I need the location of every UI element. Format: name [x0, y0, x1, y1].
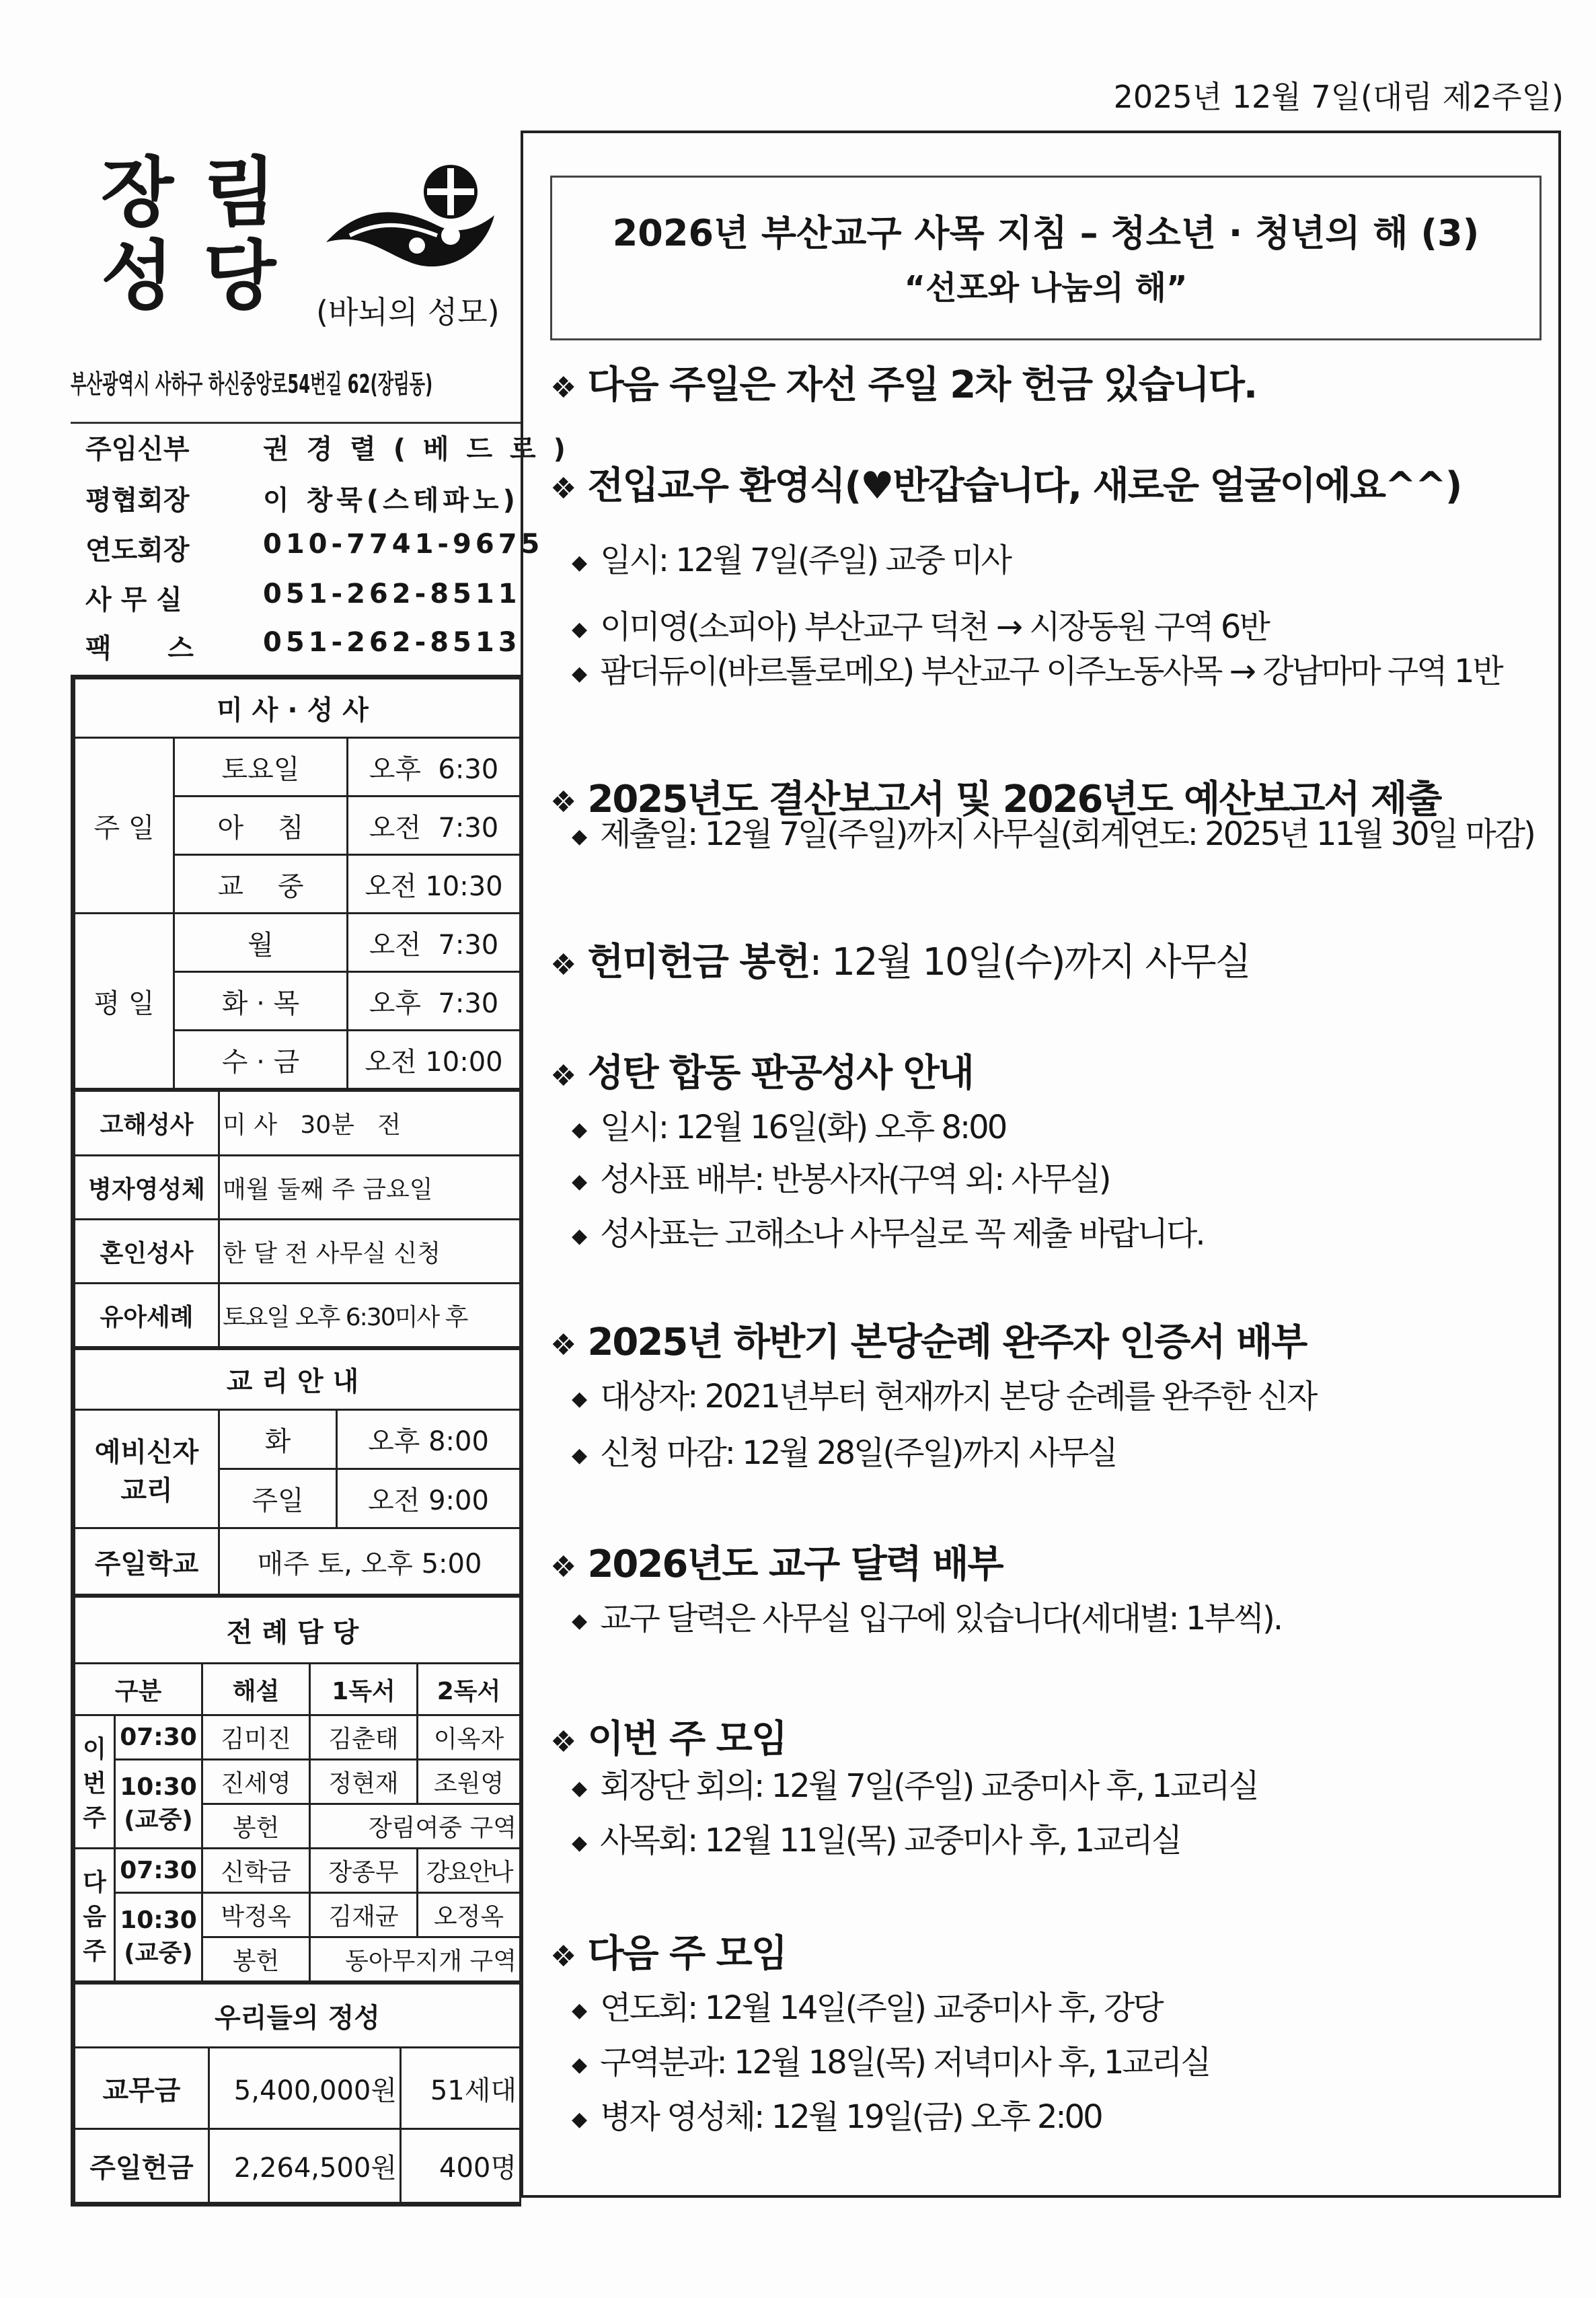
notice-bullet [572, 1427, 1116, 1473]
mass-time: 오후 7:30 [348, 972, 521, 1031]
reader-1: 김춘태 [310, 1715, 418, 1760]
diamond-bullet-icon: ◆ [572, 1117, 586, 1142]
notice-bullet-text: 사목회: 12월 11일(목) 교중미사 후, 1교리실 [600, 1822, 1181, 1859]
sunday-school-time: 매주 토, 오후 5:00 [219, 1528, 521, 1595]
notice-bullet [572, 534, 1010, 581]
diamond-bullet-icon: ◆ [572, 661, 586, 685]
diamond-bullet-icon: ◆ [572, 1608, 586, 1633]
notice-heading-text: 헌미헌금 봉헌 [587, 940, 810, 984]
catechism-title: 교리안내 [75, 1349, 521, 1410]
mass-time: 오전 7:30 [348, 914, 521, 972]
diamond-bullet-icon: ◆ [572, 1998, 586, 2022]
reader-2: 오정옥 [418, 1893, 521, 1937]
class-day: 주일 [219, 1469, 337, 1528]
mass-time: 10:30 (교중) [115, 1760, 202, 1849]
sacrament-table [73, 1090, 521, 1348]
diamond-bullet-icon: ❖ [550, 785, 576, 819]
week-label: 다음주 [75, 1849, 115, 1982]
offering-table [73, 1982, 521, 2204]
column-header: 구분 [75, 1664, 202, 1715]
offertory-label: 봉헌 [202, 1804, 310, 1849]
notice-heading [550, 1534, 1003, 1588]
commentator: 김미진 [202, 1715, 310, 1760]
notice-heading [550, 1924, 786, 1978]
notice-bullet [572, 1153, 1109, 1199]
mass-time: 07:30 [115, 1849, 202, 1893]
schedule-panel [71, 675, 521, 2207]
week-label: 이번주 [75, 1715, 115, 1849]
reader-1: 장종무 [310, 1849, 418, 1893]
diamond-bullet-icon: ◆ [572, 1443, 586, 1467]
notice-bullet [572, 1370, 1316, 1417]
diamond-bullet-icon: ◆ [572, 2107, 586, 2131]
divider [71, 422, 521, 424]
sacrament-value: 한 달 전 사무실 신청 [219, 1220, 521, 1284]
diamond-bullet-icon: ◆ [572, 2052, 586, 2077]
sacrament-label: 혼인성사 [75, 1220, 219, 1284]
notice-bullet [572, 1982, 1162, 2028]
diamond-bullet-icon: ❖ [550, 472, 576, 506]
diamond-bullet-icon: ❖ [550, 948, 576, 982]
mass-time: 10:30 (교중) [115, 1893, 202, 1982]
notice-bullet [572, 808, 1534, 854]
reader-2: 이옥자 [418, 1715, 521, 1760]
church-logo-icon [323, 161, 498, 283]
sunday-label: 주 일 [75, 738, 174, 914]
notice-heading [550, 456, 1461, 510]
notice-bullet-text: 구역분과: 12월 18일(목) 저녁미사 후, 1교리실 [600, 2044, 1210, 2081]
notice-bullet-text: 신청 마감: 12월 28일(주일)까지 사무실 [600, 1434, 1116, 1472]
notice-bullet-text: 일시: 12월 7일(주일) 교중 미사 [600, 542, 1011, 579]
notice-heading [550, 355, 1256, 409]
catechumen-label: 예비신자 교리 [75, 1410, 219, 1528]
reader-2: 조원영 [418, 1760, 521, 1804]
info-row [85, 579, 521, 617]
info-value: 010-7741-9675 [263, 529, 544, 560]
bulletin-date: 2025년 12월 7일(대림 제2주일) [1113, 79, 1564, 115]
info-value: 051-262-8511 [263, 579, 521, 609]
offering-title: 우리들의 정성 [75, 1984, 521, 2048]
offering-count: 51세대 [401, 2048, 521, 2129]
notice-bullet-text: 팜더듀이(바르톨로메오) 부산교구 이주노동사목 → 강남마마 구역 1반 [600, 653, 1502, 690]
notice-heading-detail: : 12월 10일(수)까지 사무실 [809, 940, 1250, 984]
notice-heading-text: 다음 주 모임 [587, 1932, 786, 1976]
offering-amount: 2,264,500원 [209, 2129, 401, 2203]
sacrament-label: 유아세례 [75, 1284, 219, 1347]
mass-day: 월 [174, 914, 348, 972]
diamond-bullet-icon: ◆ [572, 824, 586, 848]
notice-bullet [572, 1760, 1258, 1806]
reader-1: 김재균 [310, 1893, 418, 1937]
notice-bullet [572, 2036, 1209, 2083]
notice-bullet [572, 1208, 1204, 1254]
notice-bullet-text: 회장단 회의: 12월 7일(주일) 교중미사 후, 1교리실 [600, 1767, 1258, 1805]
guideline-subtitle: “선포와 나눔의 해” [904, 269, 1188, 307]
mass-table [73, 677, 521, 1090]
info-row [85, 479, 519, 517]
info-label: 사 무 실 [85, 585, 182, 616]
church-address: 부산광역시 사하구 하신중앙로54번길 62(장림동) [71, 369, 433, 399]
liturgy-table [73, 1596, 521, 1982]
mass-day: 화 · 목 [174, 972, 348, 1031]
notice-heading [550, 1043, 973, 1097]
church-name-line1: 장림 [101, 149, 306, 237]
notice-bullet [572, 601, 1268, 647]
diamond-bullet-icon: ◆ [572, 617, 586, 641]
notice-bullet [572, 1814, 1180, 1861]
sacrament-label: 고해성사 [75, 1091, 219, 1156]
mass-time: 오전 10:00 [348, 1031, 521, 1089]
info-label: 주임신부 [85, 434, 190, 465]
commentator: 박정옥 [202, 1893, 310, 1937]
church-patron: (바뇌의 성모) [316, 294, 500, 330]
sacrament-value: 미 사 30분 전 [219, 1091, 521, 1156]
notice-heading-text: 2025년 하반기 본당순례 완주자 인증서 배부 [587, 1321, 1307, 1364]
notice-bullet [572, 645, 1502, 692]
commentator: 신학금 [202, 1849, 310, 1893]
info-value: 권 경 렬 ( 베 드 로 ) [263, 434, 570, 465]
notice-bullet-text: 제출일: 12월 7일(주일)까지 사무실(회계연도: 2025년 11월 30일 마감) [600, 815, 1534, 853]
commentator: 진세영 [202, 1760, 310, 1804]
offering-count: 400명 [401, 2129, 521, 2203]
notice-bullet [572, 2091, 1102, 2137]
weekday-label: 평 일 [75, 914, 174, 1089]
info-row [85, 627, 521, 665]
notice-heading-text: 이번 주 모임 [587, 1717, 786, 1761]
offering-amount: 5,400,000원 [209, 2048, 401, 2129]
diamond-bullet-icon: ❖ [550, 1059, 576, 1093]
info-row [85, 428, 570, 466]
notice-bullet-text: 교구 달력은 사무실 입구에 있습니다(세대별: 1부씩). [600, 1600, 1282, 1637]
diamond-bullet-icon: ❖ [550, 371, 576, 405]
offering-label: 교무금 [75, 2048, 209, 2129]
diamond-bullet-icon: ◆ [572, 1830, 586, 1855]
notice-bullet-text: 병자 영성체: 12월 19일(금) 오후 2:00 [600, 2098, 1102, 2136]
guideline-title: 2026년 부산교구 사목 지침 – 청소년 · 청년의 해 (3) [612, 212, 1480, 254]
notice-bullet [572, 1592, 1281, 1639]
sunday-school-label: 주일학교 [75, 1528, 219, 1595]
class-time: 오후 8:00 [337, 1410, 521, 1469]
diamond-bullet-icon: ◆ [572, 550, 586, 574]
notice-panel [521, 131, 1561, 2198]
info-label: 팩 스 [85, 633, 194, 664]
column-header: 1독서 [310, 1664, 418, 1715]
notice-bullet-text: 일시: 12월 16일(화) 오후 8:00 [600, 1109, 1006, 1146]
notice-bullet-text: 성사표 배부: 반봉사자(구역 외: 사무실) [600, 1160, 1110, 1198]
diamond-bullet-icon: ◆ [572, 1224, 586, 1248]
notice-bullet-text: 성사표는 고해소나 사무실로 꼭 제출 바랍니다. [600, 1215, 1204, 1253]
mass-title: 미사·성사 [75, 679, 521, 738]
notice-heading-text: 2026년도 교구 달력 배부 [587, 1543, 1003, 1586]
info-value: 이 창묵(스테파노) [263, 485, 519, 516]
reader-2: 강요안나 [418, 1849, 521, 1893]
sacrament-value: 토요일 오후 6:30미사 후 [219, 1284, 521, 1347]
column-header: 2독서 [418, 1664, 521, 1715]
offertory-group: 장림여중 구역 [310, 1804, 521, 1849]
notice-heading [550, 932, 1250, 986]
notice-heading [550, 1709, 786, 1763]
class-time: 오전 9:00 [337, 1469, 521, 1528]
diamond-bullet-icon: ◆ [572, 1386, 586, 1411]
notice-heading-text: 다음 주일은 자선 주일 2차 헌금 있습니다. [587, 363, 1257, 407]
offertory-label: 봉헌 [202, 1937, 310, 1982]
church-name [101, 151, 305, 318]
mass-day: 교 중 [174, 855, 348, 914]
notice-bullet [572, 1101, 1005, 1148]
notice-heading-text: 성탄 합동 판공성사 안내 [587, 1051, 973, 1095]
diamond-bullet-icon: ◆ [572, 1776, 586, 1800]
notice-heading-text: 2025년도 결산보고서 및 2026년도 예산보고서 제출 [587, 778, 1441, 821]
diamond-bullet-icon: ❖ [550, 1328, 576, 1362]
diamond-bullet-icon: ❖ [550, 1550, 576, 1584]
mass-day: 토요일 [174, 738, 348, 796]
offering-label: 주일헌금 [75, 2129, 209, 2203]
catechism-table [73, 1348, 521, 1596]
info-label: 평협회장 [85, 485, 190, 516]
diamond-bullet-icon: ❖ [550, 1939, 576, 1974]
notice-bullet-text: 이미영(소피아) 부산교구 덕천 → 시장동원 구역 6반 [600, 608, 1268, 646]
mass-time: 오전 7:30 [348, 796, 521, 855]
notice-bullet-text: 대상자: 2021년부터 현재까지 본당 순례를 완주한 신자 [600, 1378, 1316, 1415]
class-day: 화 [219, 1410, 337, 1469]
church-name-line2: 성당 [101, 233, 306, 320]
reader-1: 정현재 [310, 1760, 418, 1804]
mass-day: 아 침 [174, 796, 348, 855]
diamond-bullet-icon: ◆ [572, 1169, 586, 1193]
column-header: 해설 [202, 1664, 310, 1715]
diamond-bullet-icon: ❖ [550, 1725, 576, 1759]
sacrament-value: 매월 둘째 주 금요일 [219, 1156, 521, 1220]
mass-time: 오후 6:30 [348, 738, 521, 796]
mass-day: 수 · 금 [174, 1031, 348, 1089]
mass-time: 오전 10:30 [348, 855, 521, 914]
sacrament-label: 병자영성체 [75, 1156, 219, 1220]
mass-time: 07:30 [115, 1715, 202, 1760]
info-value: 051-262-8513 [263, 627, 521, 658]
info-row [85, 529, 544, 567]
liturgy-title: 전례담당 [75, 1597, 521, 1664]
notice-heading [550, 1312, 1306, 1366]
notice-heading-text: 전입교우 환영식(♥반갑습니다, 새로운 얼굴이에요^^) [587, 464, 1461, 508]
notice-bullet-text: 연도회: 12월 14일(주일) 교중미사 후, 강당 [600, 1989, 1162, 2027]
offertory-group: 동아무지개 구역 [310, 1937, 521, 1982]
pastoral-guideline-box [550, 176, 1542, 340]
info-label: 연도회장 [85, 535, 190, 566]
